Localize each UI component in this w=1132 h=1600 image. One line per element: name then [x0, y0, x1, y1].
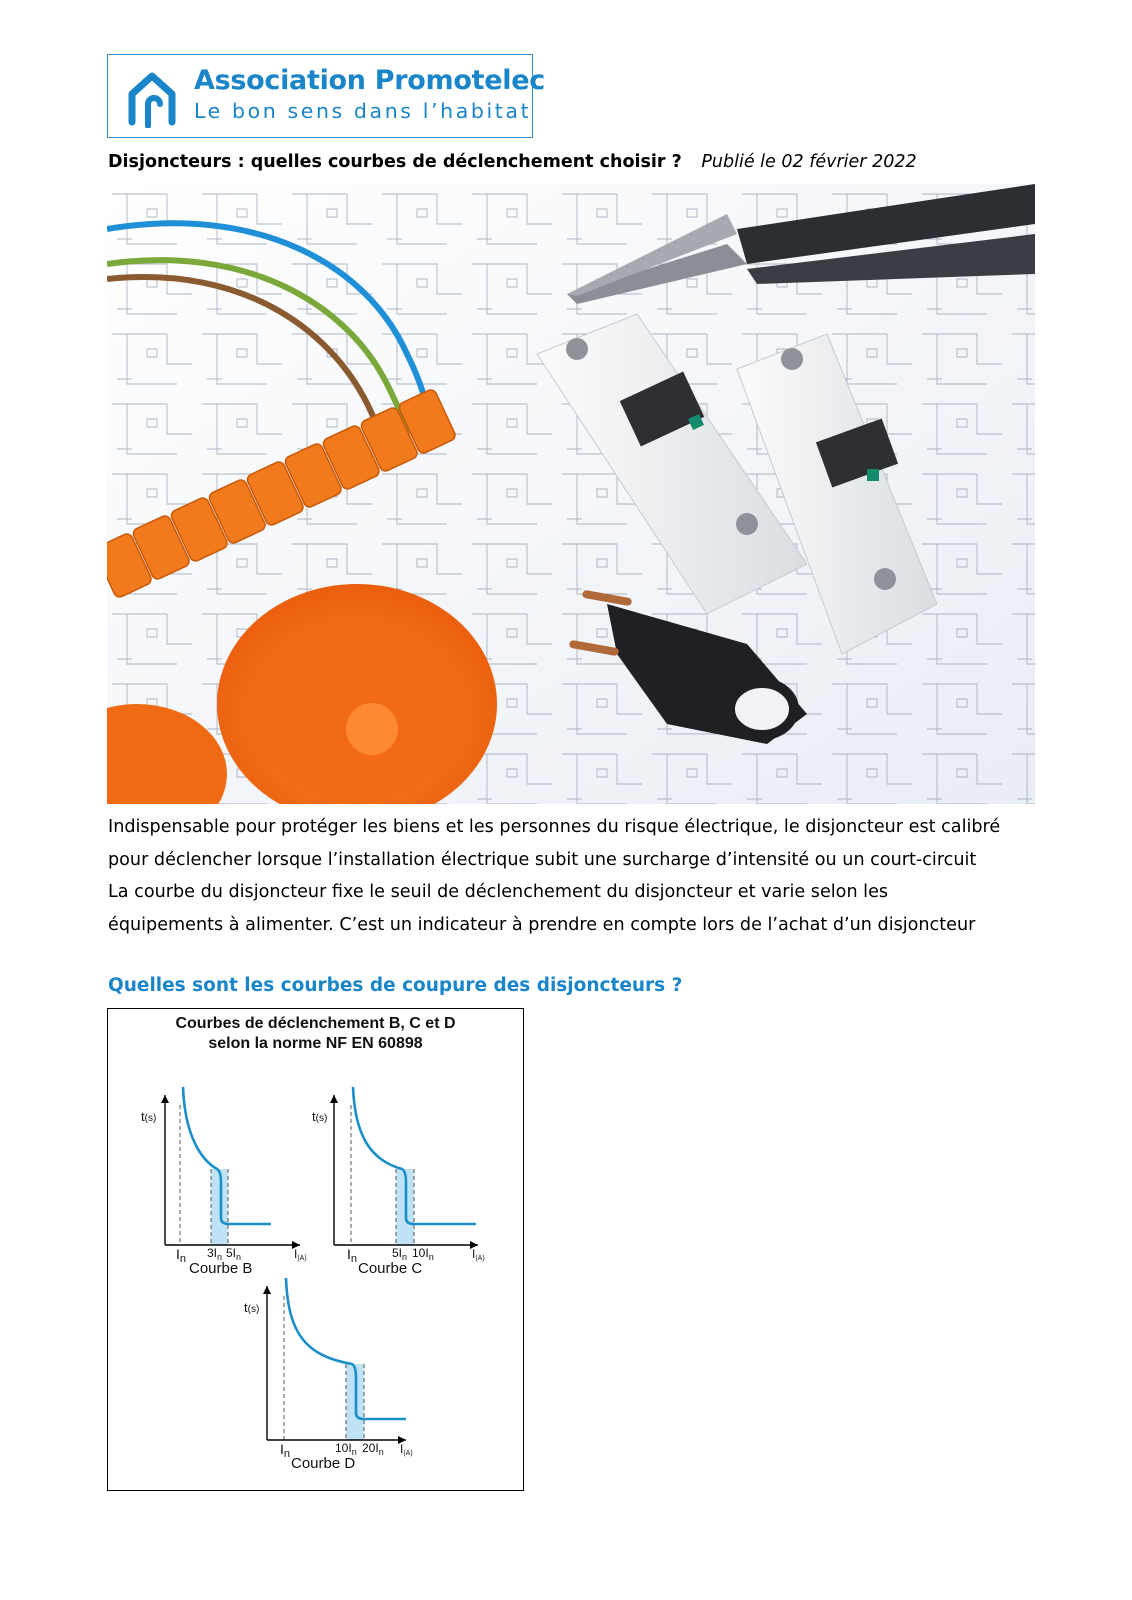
- y-axis-arrow: [330, 1095, 338, 1103]
- curve-name: Courbe B: [189, 1260, 253, 1277]
- section-title: Quelles sont les courbes de coupure des disjoncteurs ?: [108, 975, 683, 996]
- article-headline: [108, 152, 917, 172]
- promotelec-logo: [107, 54, 545, 138]
- band-low-tick-label: $3I_n$: [207, 1246, 223, 1262]
- trip-curves-diagram: [107, 1008, 524, 1491]
- diagram-title-line1: Courbes de déclenchement B, C et D: [175, 1015, 456, 1032]
- band-low-tick-label: $10I_n$: [335, 1441, 357, 1457]
- tolerance-band: [211, 1169, 228, 1245]
- x-axis-label: I(A): [294, 1247, 307, 1262]
- paragraph-line: Indispensable pour protéger les biens et les personnes du risque électrique, le disjoncteur est calibré: [108, 817, 1001, 837]
- curve-name: Courbe C: [358, 1260, 423, 1277]
- y-axis-label: t(s): [312, 1109, 328, 1124]
- y-axis-label: t(s): [141, 1109, 157, 1124]
- paragraph-line: pour déclencher lorsque l’installation électrique subit une surcharge d’intensité ou un court-circuit: [108, 849, 977, 870]
- logo-title: Association Promotelec: [194, 65, 545, 96]
- curve-name: Courbe D: [291, 1455, 356, 1472]
- band-high-tick-label: $20I_n$: [362, 1441, 384, 1457]
- intro-paragraph: [108, 811, 1078, 941]
- paragraph-line: équipements à alimenter. C’est un indicateur à prendre en compte lors de l’achat d’un disjoncteur: [108, 914, 976, 935]
- trip-curve: [353, 1087, 476, 1224]
- y-axis-arrow: [161, 1095, 169, 1103]
- publication-date: Publié le 02 février 2022: [701, 152, 917, 172]
- y-axis-arrow: [263, 1286, 271, 1294]
- in-tick-label: $I_n$: [280, 1441, 291, 1460]
- band-high-tick-label: $5I_n$: [226, 1246, 242, 1262]
- article-title: Disjoncteurs : quelles courbes de déclenchement choisir ?: [108, 152, 682, 172]
- diagram-graphics: [108, 1009, 525, 1492]
- diagram-title-line2: selon la norme NF EN 60898: [208, 1035, 423, 1052]
- in-tick-label: $I_n$: [176, 1246, 187, 1265]
- electrical-tools-photo: [107, 184, 1035, 804]
- house-icon: [126, 68, 178, 128]
- x-axis-label: I(A): [472, 1247, 485, 1262]
- in-tick-label: $I_n$: [347, 1246, 358, 1265]
- article-photo: [107, 184, 1035, 804]
- logo-tagline: Le bon sens dans l’habitat: [194, 99, 532, 123]
- paragraph-line: La courbe du disjoncteur fixe le seuil de déclenchement du disjoncteur et varie selon les: [108, 882, 889, 903]
- x-axis-label: I(A): [400, 1442, 413, 1457]
- y-axis-label: t(s): [244, 1300, 260, 1315]
- band-low-tick-label: $5I_n$: [392, 1246, 408, 1262]
- band-high-tick-label: $10I_n$: [412, 1246, 434, 1262]
